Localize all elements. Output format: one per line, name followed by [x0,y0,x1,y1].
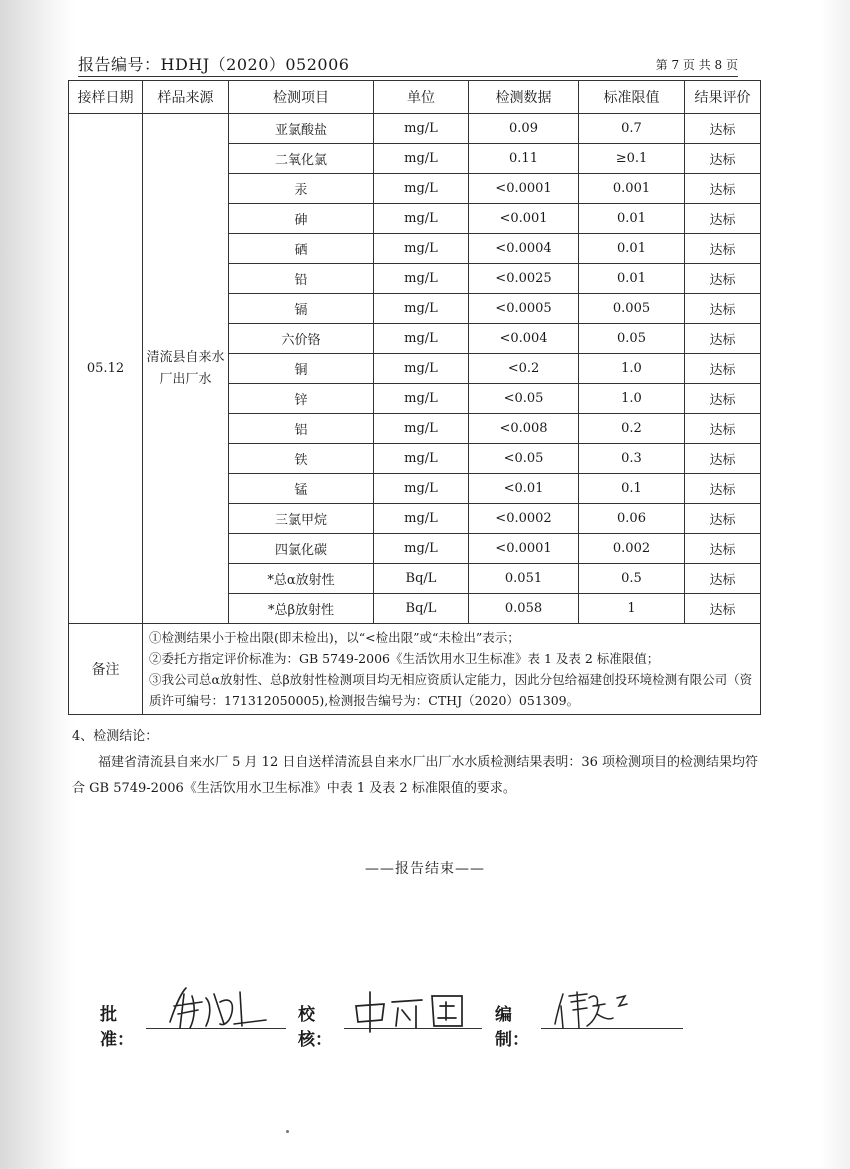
cell-result: 达标 [685,534,761,564]
cell-item: 三氯甲烷 [229,504,374,534]
compile-signature [553,984,643,1034]
cell-value: <0.0001 [469,174,579,204]
table-row [69,114,761,144]
cell-item: 锌 [229,384,374,414]
column-header: 单位 [374,81,469,114]
notes-label: 备注 [69,624,143,715]
cell-limit: 0.2 [579,414,685,444]
cell-unit: mg/L [374,144,469,174]
cell-result: 达标 [685,444,761,474]
cell-item: 六价铬 [229,324,374,354]
cell-value: <0.0001 [469,534,579,564]
cell-limit: 0.01 [579,234,685,264]
report-number: 报告编号：HDHJ（2020）052006 [78,55,350,74]
cell-limit: 0.002 [579,534,685,564]
cell-limit: 1.0 [579,354,685,384]
cell-item: 铜 [229,354,374,384]
cell-unit: mg/L [374,204,469,234]
cell-value: <0.05 [469,384,579,414]
cell-unit: mg/L [374,264,469,294]
cell-unit: mg/L [374,444,469,474]
conclusion-title: 4、检测结论： [72,729,159,744]
cell-limit: 0.06 [579,504,685,534]
cell-limit: 0.7 [579,114,685,144]
cell-result: 达标 [685,504,761,534]
conclusion-section [72,724,762,802]
cell-value: <0.001 [469,204,579,234]
cell-item: 亚氯酸盐 [229,114,374,144]
sample-date: 05.12 [69,114,143,624]
column-header: 检测项目 [229,81,374,114]
cell-limit: 1 [579,594,685,624]
cell-limit: 0.005 [579,294,685,324]
cell-limit: 0.05 [579,324,685,354]
report-end-mark: ——报告结束—— [365,861,485,877]
cell-item: 铅 [229,264,374,294]
table-header-row [69,81,761,114]
column-header: 样品来源 [143,81,229,114]
column-header: 接样日期 [69,81,143,114]
note-item: ①检测结果小于检出限(即未检出)，以“<检出限”或“未检出”表示； [149,630,520,645]
cell-unit: mg/L [374,384,469,414]
approve-signature [162,984,272,1034]
cell-item: 锰 [229,474,374,504]
column-header: 标准限值 [579,81,685,114]
page-header [78,52,738,77]
cell-unit: Bq/L [374,564,469,594]
cell-unit: mg/L [374,114,469,144]
cell-limit: 0.3 [579,444,685,474]
cell-value: <0.004 [469,324,579,354]
review-label: 校核： [298,1005,332,1050]
cell-value: <0.2 [469,354,579,384]
cell-unit: mg/L [374,474,469,504]
cell-result: 达标 [685,414,761,444]
cell-item: 铝 [229,414,374,444]
cell-limit: 1.0 [579,384,685,414]
cell-value: <0.0004 [469,234,579,264]
cell-value: <0.0002 [469,504,579,534]
cell-unit: mg/L [374,354,469,384]
cell-limit: 0.01 [579,204,685,234]
column-header: 检测数据 [469,81,579,114]
cell-item: 铁 [229,444,374,474]
cell-unit: mg/L [374,174,469,204]
cell-result: 达标 [685,324,761,354]
cell-unit: mg/L [374,504,469,534]
cell-result: 达标 [685,114,761,144]
cell-value: <0.0025 [469,264,579,294]
cell-limit: 0.01 [579,264,685,294]
cell-value: 0.051 [469,564,579,594]
cell-result: 达标 [685,174,761,204]
cell-limit: 0.1 [579,474,685,504]
compile-label: 编制： [495,1005,529,1050]
cell-result: 达标 [685,144,761,174]
cell-result: 达标 [685,294,761,324]
cell-value: <0.008 [469,414,579,444]
test-results-table [68,80,761,715]
cell-unit: mg/L [374,294,469,324]
cell-unit: mg/L [374,234,469,264]
cell-item: 四氯化碳 [229,534,374,564]
cell-value: 0.058 [469,594,579,624]
cell-limit: 0.001 [579,174,685,204]
cell-unit: mg/L [374,324,469,354]
cell-result: 达标 [685,384,761,414]
signature-block [100,990,700,1050]
cell-result: 达标 [685,564,761,594]
cell-result: 达标 [685,264,761,294]
cell-item: 硒 [229,234,374,264]
cell-item: 镉 [229,294,374,324]
scan-speck [286,1130,289,1133]
cell-value: <0.05 [469,444,579,474]
review-signature [350,984,480,1034]
cell-item: 二氧化氯 [229,144,374,174]
cell-item: *总α放射性 [229,564,374,594]
column-header: 结果评价 [685,81,761,114]
cell-result: 达标 [685,204,761,234]
notes-row [69,624,761,715]
page-number: 第 7 页 共 8 页 [655,58,738,72]
cell-value: <0.0005 [469,294,579,324]
approve-label: 批准： [100,1005,134,1050]
cell-unit: mg/L [374,534,469,564]
cell-item: *总β放射性 [229,594,374,624]
cell-result: 达标 [685,594,761,624]
cell-limit: 0.5 [579,564,685,594]
cell-value: 0.11 [469,144,579,174]
note-item: ③我公司总α放射性、总β放射性检测项目均无相应资质认定能力，因此分包给福建创投环境检测有限公司（资质许可编号：171312050005),检测报告编号为：CTHJ（2020）051309。 [149,672,753,708]
cell-limit: ≥0.1 [579,144,685,174]
cell-unit: mg/L [374,414,469,444]
conclusion-body: 福建省清流县自来水厂 5 月 12 日自送样清流县自来水厂出厂水水质检测结果表明：36 项检测项目的检测结果均符合 GB 5749-2006《生活饮用水卫生标准》中表 1 及表 2 标准限值的要求。 [72,755,759,796]
cell-value: 0.09 [469,114,579,144]
cell-result: 达标 [685,474,761,504]
cell-item: 汞 [229,174,374,204]
cell-item: 砷 [229,204,374,234]
cell-result: 达标 [685,234,761,264]
sample-source: 清流县自来水厂出厂水 [143,114,229,624]
notes-content [143,624,761,715]
cell-result: 达标 [685,354,761,384]
cell-unit: Bq/L [374,594,469,624]
cell-value: <0.01 [469,474,579,504]
note-item: ②委托方指定评价标准为：GB 5749-2006《生活饮用水卫生标准》表 1 及表 2 标准限值； [149,651,660,666]
